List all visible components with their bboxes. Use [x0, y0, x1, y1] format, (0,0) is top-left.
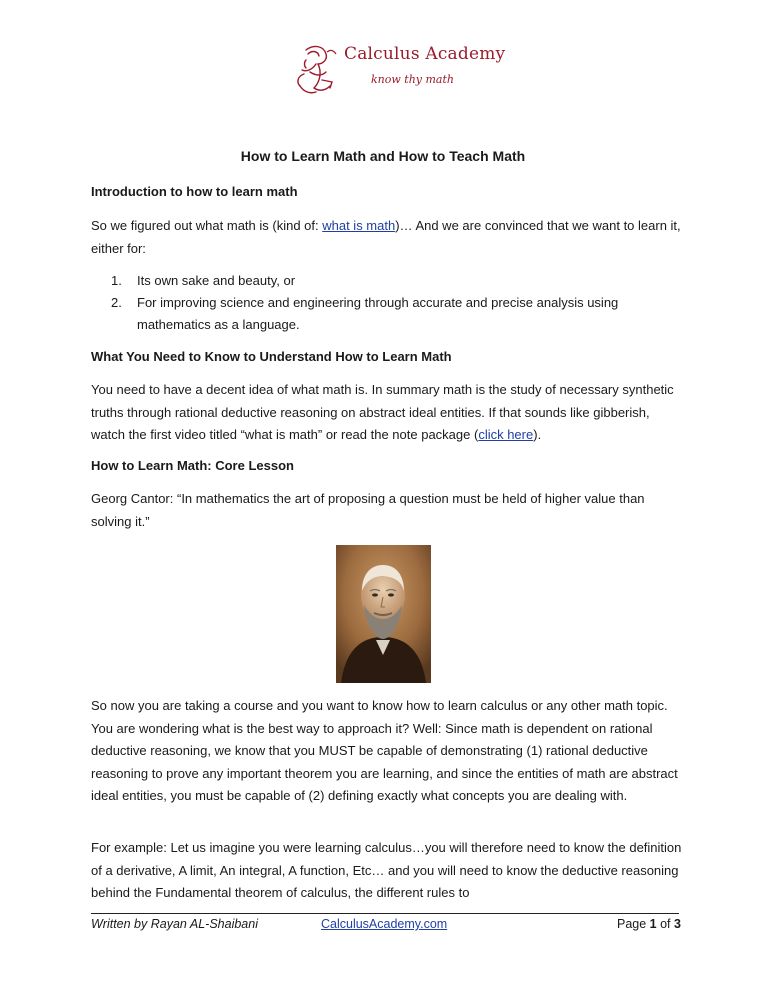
list-item	[111, 270, 683, 292]
paragraph-what-you-need	[91, 379, 683, 447]
list-item-text: Its own sake and beauty, or	[137, 273, 296, 288]
logo-tagline: know thy math	[371, 73, 454, 86]
cantor-quote: Georg Cantor: “In mathematics the art of proposing a question must be held of higher value than solving it.”	[91, 491, 645, 529]
what-is-math-link[interactable]: what is math	[322, 218, 396, 233]
page-mid: of	[656, 917, 674, 931]
page-total: 3	[674, 917, 681, 931]
georg-cantor-portrait	[336, 545, 431, 683]
heading-what-you-need: What You Need to Know to Understand How to Learn Math	[91, 349, 452, 364]
logo-title: Calculus Academy	[344, 44, 506, 64]
heading-intro: Introduction to how to learn math	[91, 184, 298, 199]
list-item	[111, 292, 683, 336]
reasons-list	[111, 270, 683, 336]
document-title: How to Learn Math and How to Teach Math	[240, 148, 526, 164]
click-here-link[interactable]: click here	[478, 427, 534, 442]
need-text-start: You need to have a decent idea of what math is. In summary math is the study of necessary synthetic truths through rational deductive reasoning on abstract ideal entities. If that sounds like gibberish, watch the first video titled “what is math” or read the note package (	[91, 382, 674, 442]
paragraph-core-2: For example: Let us imagine you were learning calculus…you will therefore need to know the definition of a derivative, A limit, An integral, A function, Etc… and you will need to know the deductive reasoning behind the Fundamental theorem of calculus, the different rules to	[91, 840, 682, 900]
list-number: 2.	[111, 295, 122, 310]
intro-text-start: So we figured out what math is (kind of:	[91, 218, 323, 233]
list-number: 1.	[111, 273, 122, 288]
heading-core-lesson: How to Learn Math: Core Lesson	[91, 458, 294, 473]
intro-text-end: )… And we are convinced that we want to learn it, either for:	[91, 218, 681, 256]
footer-site-link[interactable]: CalculusAcademy.com	[321, 917, 448, 931]
calculus-academy-logo[interactable]	[292, 42, 506, 98]
footer-divider	[91, 913, 679, 914]
page-prefix: Page	[617, 917, 650, 931]
paragraph-intro	[91, 215, 683, 260]
footer-author: Written by Rayan AL-Shaibani	[91, 917, 258, 931]
page-current: 1	[649, 917, 657, 931]
need-text-end: ).	[533, 427, 542, 442]
list-item-text: For improving science and engineering through accurate and precise analysis using mathematics as a language.	[137, 295, 619, 332]
mascot-logo-icon	[292, 42, 348, 98]
paragraph-core-1: So now you are taking a course and you want to know how to learn calculus or any other math topic. You are wondering what is the best way to approach it? Well: Since math is dependent on rational deductive reasoning, we know that you MUST be capable of demonstrating (1) rational deductive reasoning to prove any important theorem you are learning, and since the entities of math are abstract ideal entities, you must be capable of (2) defining exactly what concepts you are dealing with.	[91, 698, 678, 803]
footer-page-number	[617, 917, 681, 931]
